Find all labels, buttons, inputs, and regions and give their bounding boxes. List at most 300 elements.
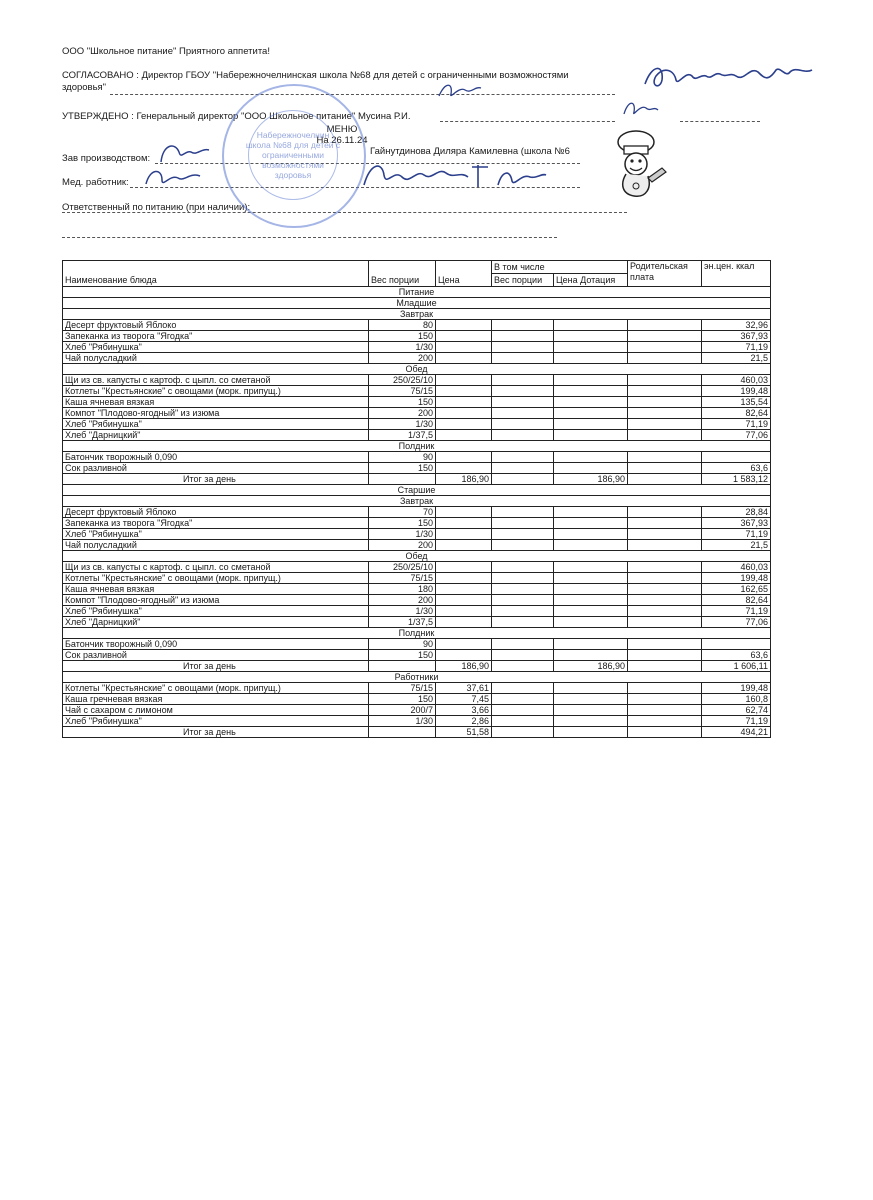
incl-portion-cell — [492, 617, 554, 628]
section-row — [63, 364, 771, 375]
energy-cell: 460,03 — [702, 375, 771, 386]
table-row — [63, 716, 771, 727]
energy-cell: 82,64 — [702, 595, 771, 606]
parent-fee-cell — [628, 353, 702, 364]
price-cell: 51,58 — [436, 727, 492, 738]
parent-fee-cell — [628, 419, 702, 430]
parent-fee-cell — [628, 650, 702, 661]
subsidy-cell — [554, 353, 628, 364]
dish-name: Каша гречневая вязкая — [63, 694, 369, 705]
table-row — [63, 617, 771, 628]
table-row — [63, 353, 771, 364]
energy-cell: 71,19 — [702, 716, 771, 727]
price-cell: 186,90 — [436, 661, 492, 672]
portion-cell: 180 — [369, 584, 436, 595]
subsidy-cell — [554, 430, 628, 441]
incl-portion-cell — [492, 529, 554, 540]
seal-line: Набережночелнин — [256, 130, 330, 140]
section-label: Полдник — [63, 628, 771, 639]
responsible-line — [62, 212, 627, 213]
section-label: Питание — [63, 287, 771, 298]
dish-name: Чай с сахаром с лимоном — [63, 705, 369, 716]
portion-cell: 250/25/10 — [369, 562, 436, 573]
dish-name: Итог за день — [63, 661, 369, 672]
energy-cell: 63,6 — [702, 463, 771, 474]
total-row — [63, 474, 771, 485]
subsidy-cell — [554, 617, 628, 628]
energy-cell — [702, 452, 771, 463]
table-row — [63, 639, 771, 650]
parent-fee-cell — [628, 518, 702, 529]
parent-fee-cell — [628, 573, 702, 584]
table-row — [63, 397, 771, 408]
agreed-line: СОГЛАСОВАНО : Директор ГБОУ "Набережночелнинская школа №68 для детей с ограниченными возможностями — [62, 70, 569, 81]
table-row — [63, 375, 771, 386]
table-row — [63, 331, 771, 342]
section-label: Работники — [63, 672, 771, 683]
energy-cell: 77,06 — [702, 430, 771, 441]
dish-name: Десерт фруктовый Яблоко — [63, 507, 369, 518]
price-cell — [436, 540, 492, 551]
portion-cell: 250/25/10 — [369, 375, 436, 386]
price-cell — [436, 452, 492, 463]
section-row — [63, 309, 771, 320]
portion-cell: 90 — [369, 639, 436, 650]
section-row — [63, 441, 771, 452]
incl-portion-cell — [492, 386, 554, 397]
portion-cell: 1/37,5 — [369, 617, 436, 628]
responsible-line-2 — [62, 237, 557, 238]
energy-cell: 199,48 — [702, 386, 771, 397]
seal-line: школа №68 для детей с — [245, 140, 341, 150]
table-row — [63, 584, 771, 595]
incl-portion-cell — [492, 397, 554, 408]
price-cell — [436, 342, 492, 353]
portion-cell: 1/30 — [369, 529, 436, 540]
parent-fee-cell — [628, 320, 702, 331]
table-row — [63, 540, 771, 551]
parent-fee-cell — [628, 430, 702, 441]
portion-cell: 90 — [369, 452, 436, 463]
subsidy-cell — [554, 452, 628, 463]
parent-fee-cell — [628, 474, 702, 485]
incl-portion-cell — [492, 320, 554, 331]
incl-portion-cell — [492, 342, 554, 353]
dish-name: Чай полусладкий — [63, 540, 369, 551]
subsidy-cell — [554, 650, 628, 661]
price-cell — [436, 430, 492, 441]
portion-cell: 200 — [369, 353, 436, 364]
incl-portion-cell — [492, 331, 554, 342]
portion-cell: 200 — [369, 540, 436, 551]
dish-name: Батончик творожный 0,090 — [63, 639, 369, 650]
price-cell — [436, 507, 492, 518]
portion-cell — [369, 474, 436, 485]
energy-cell: 460,03 — [702, 562, 771, 573]
parent-fee-cell — [628, 342, 702, 353]
parent-fee-cell — [628, 452, 702, 463]
subsidy-cell — [554, 705, 628, 716]
table-row — [63, 408, 771, 419]
section-row — [63, 485, 771, 496]
table-row — [63, 452, 771, 463]
table-row — [63, 562, 771, 573]
price-cell — [436, 320, 492, 331]
approved-line: УТВЕРЖДЕНО : Генеральный директор "ООО Школьное питание" Мусина Р.И. — [62, 111, 411, 122]
total-row — [63, 727, 771, 738]
dish-name: Хлеб "Рябинушка" — [63, 606, 369, 617]
dish-name: Каша ячневая вязкая — [63, 397, 369, 408]
parent-fee-cell — [628, 705, 702, 716]
energy-cell: 63,6 — [702, 650, 771, 661]
portion-cell: 1/37,5 — [369, 430, 436, 441]
portion-cell: 75/15 — [369, 386, 436, 397]
parent-fee-cell — [628, 397, 702, 408]
energy-cell: 135,54 — [702, 397, 771, 408]
subsidy-cell — [554, 716, 628, 727]
portion-cell: 150 — [369, 694, 436, 705]
portion-cell: 75/15 — [369, 683, 436, 694]
table-header-row — [63, 261, 771, 274]
portion-cell: 1/30 — [369, 716, 436, 727]
subsidy-cell — [554, 397, 628, 408]
parent-fee-cell — [628, 716, 702, 727]
subsidy-cell — [554, 606, 628, 617]
table-row — [63, 573, 771, 584]
dish-name: Десерт фруктовый Яблоко — [63, 320, 369, 331]
portion-cell: 200/7 — [369, 705, 436, 716]
column-header-energy: эн.цен. ккал — [702, 261, 771, 287]
energy-cell: 199,48 — [702, 573, 771, 584]
head-of-production-name: Гайнутдинова Диляра Камилевна (школа №6 — [370, 146, 570, 157]
table-row — [63, 342, 771, 353]
section-row — [63, 298, 771, 309]
incl-portion-cell — [492, 606, 554, 617]
section-label: Младшие — [63, 298, 771, 309]
incl-portion-cell — [492, 452, 554, 463]
dish-name: Щи из св. капусты с картоф. с цыпл. со сметаной — [63, 562, 369, 573]
incl-portion-cell — [492, 474, 554, 485]
incl-portion-cell — [492, 683, 554, 694]
subsidy-cell — [554, 727, 628, 738]
chef-mascot-logo — [606, 128, 670, 200]
table-row — [63, 320, 771, 331]
price-cell: 37,61 — [436, 683, 492, 694]
agreed-line-continued: здоровья" — [62, 82, 107, 93]
table-row — [63, 606, 771, 617]
energy-cell: 32,96 — [702, 320, 771, 331]
incl-portion-cell — [492, 694, 554, 705]
energy-cell: 160,8 — [702, 694, 771, 705]
parent-fee-cell — [628, 694, 702, 705]
subsidy-cell — [554, 419, 628, 430]
energy-cell: 21,5 — [702, 540, 771, 551]
subsidy-cell — [554, 694, 628, 705]
price-cell — [436, 606, 492, 617]
subsidy-cell — [554, 507, 628, 518]
table-row — [63, 507, 771, 518]
portion-cell: 200 — [369, 408, 436, 419]
energy-cell: 71,19 — [702, 419, 771, 430]
section-row — [63, 287, 771, 298]
price-cell — [436, 375, 492, 386]
price-cell — [436, 584, 492, 595]
signature-approved — [620, 94, 660, 122]
subsidy-cell — [554, 562, 628, 573]
energy-cell: 21,5 — [702, 353, 771, 364]
subsidy-cell — [554, 463, 628, 474]
energy-cell: 62,74 — [702, 705, 771, 716]
dish-name: Запеканка из творога "Ягодка" — [63, 331, 369, 342]
incl-portion-cell — [492, 518, 554, 529]
price-cell — [436, 650, 492, 661]
parent-fee-cell — [628, 562, 702, 573]
incl-portion-cell — [492, 705, 554, 716]
portion-cell: 1/30 — [369, 419, 436, 430]
incl-portion-cell — [492, 639, 554, 650]
price-cell — [436, 573, 492, 584]
dish-name: Компот "Плодово-ягодный" из изюма — [63, 595, 369, 606]
incl-portion-cell — [492, 430, 554, 441]
organization-title: ООО "Школьное питание" Приятного аппетита! — [62, 46, 270, 57]
parent-fee-cell — [628, 540, 702, 551]
responsible-label: Ответственный по питанию (при наличии): — [62, 202, 251, 213]
portion-cell: 70 — [369, 507, 436, 518]
energy-cell: 1 606,11 — [702, 661, 771, 672]
energy-cell: 71,19 — [702, 529, 771, 540]
incl-portion-cell — [492, 650, 554, 661]
incl-portion-cell — [492, 727, 554, 738]
dish-name: Котлеты "Крестьянские" с овощами (морк. припущ.) — [63, 386, 369, 397]
dish-name: Хлеб "Дарницкий" — [63, 617, 369, 628]
seal-line: здоровья — [274, 170, 312, 180]
incl-portion-cell — [492, 562, 554, 573]
section-row — [63, 496, 771, 507]
subsidy-cell — [554, 331, 628, 342]
menu-table — [62, 260, 771, 738]
incl-portion-cell — [492, 408, 554, 419]
portion-cell: 150 — [369, 397, 436, 408]
portion-cell: 75/15 — [369, 573, 436, 584]
signature-director — [640, 56, 820, 96]
incl-portion-cell — [492, 353, 554, 364]
price-cell — [436, 386, 492, 397]
subsidy-cell: 186,90 — [554, 661, 628, 672]
energy-cell: 162,65 — [702, 584, 771, 595]
signature-medic-name — [360, 155, 550, 195]
portion-cell — [369, 727, 436, 738]
menu-date: На 26.11.24 — [316, 135, 368, 146]
column-header-name: Наименование блюда — [63, 261, 369, 287]
section-row — [63, 551, 771, 562]
signature-agreed-small — [435, 78, 485, 104]
subsidy-cell — [554, 386, 628, 397]
subsidy-cell: 186,90 — [554, 474, 628, 485]
subsidy-cell — [554, 375, 628, 386]
parent-fee-cell — [628, 529, 702, 540]
section-label: Обед — [63, 551, 771, 562]
parent-fee-cell — [628, 727, 702, 738]
energy-cell: 494,21 — [702, 727, 771, 738]
table-row — [63, 419, 771, 430]
dish-name: Батончик творожный 0,090 — [63, 452, 369, 463]
energy-cell: 71,19 — [702, 342, 771, 353]
column-header-parent-fee: Родительская плата — [628, 261, 702, 287]
total-row — [63, 661, 771, 672]
table-row — [63, 518, 771, 529]
price-cell — [436, 518, 492, 529]
approved-signature-line-right — [680, 121, 760, 122]
parent-fee-cell — [628, 507, 702, 518]
subsidy-cell — [554, 595, 628, 606]
table-row — [63, 386, 771, 397]
incl-portion-cell — [492, 419, 554, 430]
section-label: Завтрак — [63, 496, 771, 507]
parent-fee-cell — [628, 408, 702, 419]
parent-fee-cell — [628, 606, 702, 617]
subsidy-cell — [554, 529, 628, 540]
energy-cell: 199,48 — [702, 683, 771, 694]
energy-cell: 367,93 — [702, 331, 771, 342]
price-cell — [436, 617, 492, 628]
incl-portion-cell — [492, 584, 554, 595]
price-cell: 2,86 — [436, 716, 492, 727]
incl-portion-cell — [492, 375, 554, 386]
section-label: Полдник — [63, 441, 771, 452]
incl-portion-cell — [492, 661, 554, 672]
parent-fee-cell — [628, 463, 702, 474]
parent-fee-cell — [628, 584, 702, 595]
dish-name: Хлеб "Дарницкий" — [63, 430, 369, 441]
incl-portion-cell — [492, 716, 554, 727]
energy-cell: 367,93 — [702, 518, 771, 529]
table-row — [63, 650, 771, 661]
portion-cell: 150 — [369, 518, 436, 529]
subsidy-cell — [554, 683, 628, 694]
price-cell: 7,45 — [436, 694, 492, 705]
subsidy-cell — [554, 584, 628, 595]
parent-fee-cell — [628, 595, 702, 606]
dish-name: Запеканка из творога "Ягодка" — [63, 518, 369, 529]
section-row — [63, 628, 771, 639]
price-cell: 3,66 — [436, 705, 492, 716]
seal-line: ограниченными — [262, 150, 324, 160]
subsidy-cell — [554, 342, 628, 353]
portion-cell: 200 — [369, 595, 436, 606]
portion-cell — [369, 661, 436, 672]
price-cell — [436, 463, 492, 474]
price-cell: 186,90 — [436, 474, 492, 485]
table-row — [63, 430, 771, 441]
price-cell — [436, 331, 492, 342]
dish-name: Компот "Плодово-ягодный" из изюма — [63, 408, 369, 419]
approved-signature-line — [440, 121, 615, 122]
parent-fee-cell — [628, 639, 702, 650]
parent-fee-cell — [628, 375, 702, 386]
portion-cell: 150 — [369, 463, 436, 474]
subsidy-cell — [554, 639, 628, 650]
section-row — [63, 672, 771, 683]
table-row — [63, 694, 771, 705]
incl-portion-cell — [492, 595, 554, 606]
dish-name: Хлеб "Рябинушка" — [63, 342, 369, 353]
table-row — [63, 595, 771, 606]
table-row — [63, 683, 771, 694]
price-cell — [436, 408, 492, 419]
seal-text — [236, 130, 350, 180]
energy-cell: 28,84 — [702, 507, 771, 518]
price-cell — [436, 595, 492, 606]
parent-fee-cell — [628, 683, 702, 694]
portion-cell: 1/30 — [369, 606, 436, 617]
column-header-including: В том числе — [492, 261, 628, 274]
parent-fee-cell — [628, 331, 702, 342]
table-row — [63, 529, 771, 540]
medic-label: Мед. работник: — [62, 177, 129, 188]
dish-name: Хлеб "Рябинушка" — [63, 419, 369, 430]
signature-medic — [140, 162, 210, 192]
energy-cell: 71,19 — [702, 606, 771, 617]
dish-name: Котлеты "Крестьянские" с овощами (морк. припущ.) — [63, 683, 369, 694]
column-header-price: Цена — [436, 261, 492, 287]
dish-name: Чай полусладкий — [63, 353, 369, 364]
menu-title: МЕНЮ — [326, 124, 358, 135]
price-cell — [436, 562, 492, 573]
dish-name: Итог за день — [63, 727, 369, 738]
dish-name: Сок разливной — [63, 650, 369, 661]
incl-portion-cell — [492, 507, 554, 518]
dish-name: Щи из св. капусты с картоф. с цыпл. со сметаной — [63, 375, 369, 386]
subsidy-cell — [554, 320, 628, 331]
energy-cell — [702, 639, 771, 650]
head-of-production-label: Зав производством: — [62, 153, 151, 164]
portion-cell: 80 — [369, 320, 436, 331]
price-cell — [436, 353, 492, 364]
dish-name: Сок разливной — [63, 463, 369, 474]
subsidy-cell — [554, 408, 628, 419]
price-cell — [436, 397, 492, 408]
subsidy-cell — [554, 573, 628, 584]
energy-cell: 77,06 — [702, 617, 771, 628]
dish-name: Хлеб "Рябинушка" — [63, 716, 369, 727]
energy-cell: 1 583,12 — [702, 474, 771, 485]
section-label: Завтрак — [63, 309, 771, 320]
parent-fee-cell — [628, 617, 702, 628]
column-header-subsidy: Цена Дотация — [554, 274, 628, 287]
table-row — [63, 705, 771, 716]
incl-portion-cell — [492, 463, 554, 474]
dish-name: Итог за день — [63, 474, 369, 485]
portion-cell: 150 — [369, 331, 436, 342]
section-label: Старшие — [63, 485, 771, 496]
energy-cell: 82,64 — [702, 408, 771, 419]
table-row — [63, 463, 771, 474]
column-header-incl-portion: Вес порции — [492, 274, 554, 287]
incl-portion-cell — [492, 540, 554, 551]
parent-fee-cell — [628, 661, 702, 672]
seal-line: возможностями — [262, 160, 324, 170]
incl-portion-cell — [492, 573, 554, 584]
price-cell — [436, 639, 492, 650]
column-header-portion: Вес порции — [369, 261, 436, 287]
dish-name: Каша ячневая вязкая — [63, 584, 369, 595]
dish-name: Хлеб "Рябинушка" — [63, 529, 369, 540]
subsidy-cell — [554, 518, 628, 529]
portion-cell: 150 — [369, 650, 436, 661]
price-cell — [436, 419, 492, 430]
portion-cell: 1/30 — [369, 342, 436, 353]
price-cell — [436, 529, 492, 540]
